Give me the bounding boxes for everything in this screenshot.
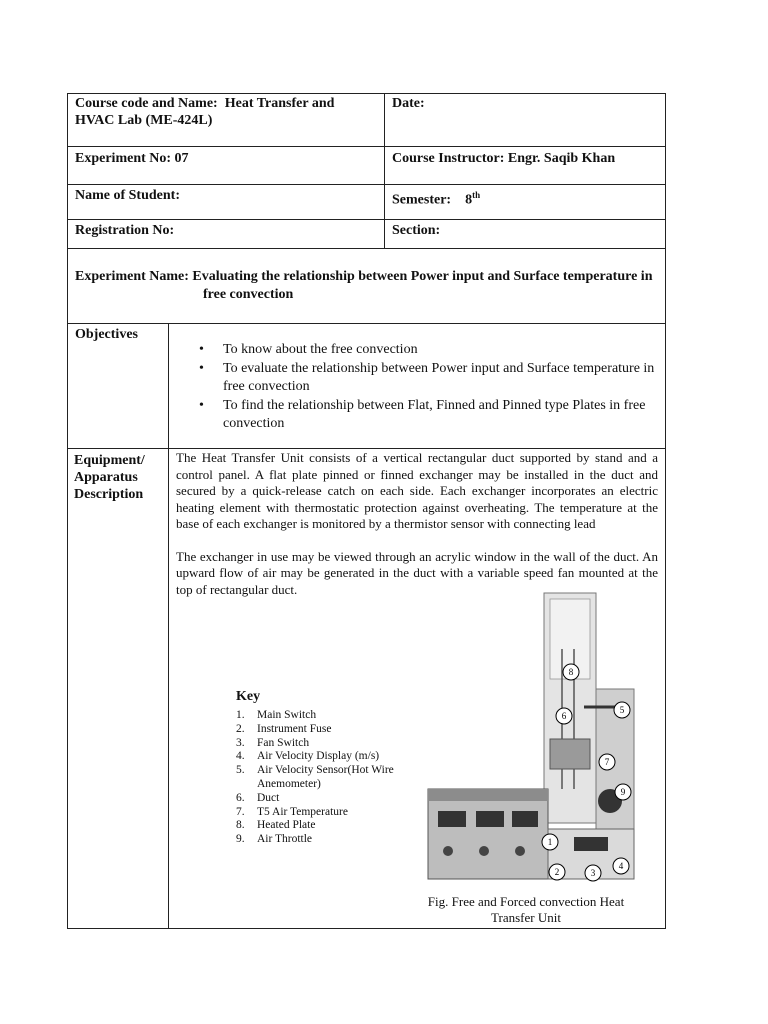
course-value: Heat Transfer and HVAC Lab (ME-424L) xyxy=(75,96,335,128)
figure-caption: Fig. Free and Forced convection Heat Transfer Unit xyxy=(427,894,625,925)
course-instructor: Course Instructor: Engr. Saqib Khan xyxy=(392,151,616,166)
objectives-content-cell xyxy=(169,324,666,449)
key-item: 7. T5 Air Temperature xyxy=(236,805,348,818)
equipment-paragraph-2: The exchanger in use may be viewed through an acrylic window in the wall of the duct. An upward flow of air may be generated in the duct with a variable speed fan mounted at the top of rectangular duct. xyxy=(176,548,658,597)
semester-suffix: th xyxy=(472,190,481,200)
objectives-list xyxy=(169,324,665,434)
student-name-label: Name of Student: xyxy=(75,188,180,203)
lab-sheet xyxy=(67,93,665,929)
heat-transfer-unit-photo xyxy=(424,589,638,885)
course-label: Course code and Name: xyxy=(75,96,218,111)
objective-item: • To evaluate the relationship between Power input and Surface temperature in free convection xyxy=(219,360,655,397)
objective-item: • To know about the free convection xyxy=(219,341,655,360)
key-item: 2. Instrument Fuse xyxy=(236,722,332,735)
section-cell[interactable] xyxy=(385,220,666,249)
callout-label: 4 xyxy=(618,861,624,871)
callout-label: 9 xyxy=(620,787,626,797)
semester-label: Semester: xyxy=(392,192,452,208)
objectives-label-cell xyxy=(68,324,169,449)
semester-value: 8 xyxy=(465,192,473,208)
equipment-content-cell xyxy=(169,449,666,929)
section-label: Section: xyxy=(392,223,441,238)
key-item: 9. Air Throttle xyxy=(236,833,313,846)
experiment-no: Experiment No: 07 xyxy=(75,151,189,166)
date-label: Date: xyxy=(392,96,425,111)
key-item: 5. Air Velocity Sensor(Hot Wire Anemometer) xyxy=(236,764,394,790)
callout-label: 7 xyxy=(604,757,610,767)
experiment-no-cell xyxy=(68,147,385,185)
experiment-name-line2: free convection xyxy=(203,287,294,302)
key-list xyxy=(236,709,396,847)
key-item: 4. Air Velocity Display (m/s) xyxy=(236,750,380,763)
key-item: 6. Duct xyxy=(236,791,280,804)
key-item: 3. Fan Switch xyxy=(236,736,310,749)
lab-form-table xyxy=(67,93,666,929)
student-name-cell[interactable] xyxy=(68,185,385,220)
experiment-name-line1: Evaluating the relationship between Power input and Surface temperature in xyxy=(192,269,653,284)
equipment-label-cell xyxy=(68,449,169,929)
course-cell xyxy=(68,94,385,147)
key-title: Key xyxy=(236,689,261,704)
date-cell[interactable] xyxy=(385,94,666,147)
callout-label: 2 xyxy=(554,867,560,877)
registration-label: Registration No: xyxy=(75,223,175,238)
key-item: 8. Heated Plate xyxy=(236,819,316,832)
callout-label: 8 xyxy=(568,667,574,677)
objectives-label: Objectives xyxy=(75,327,138,342)
registration-cell[interactable] xyxy=(68,220,385,249)
experiment-name-label: Experiment Name: xyxy=(75,269,189,284)
instructor-cell xyxy=(385,147,666,185)
equipment-paragraph-1: The Heat Transfer Unit consists of a vertical rectangular duct supported by stand and a control panel. A flat plate pinned or finned exchanger may be installed in the duct and secured by a quick-release catch on each side. Each exchanger incorporates an electric heating element with thermostatic protection against overheating. The temperature at the base of each exchanger is monitored by a thermistor sensor with connecting lead xyxy=(176,450,658,531)
callout-label: 3 xyxy=(590,868,596,878)
callout-label: 5 xyxy=(619,705,625,715)
objective-item: • To find the relationship between Flat, Finned and Pinned type Plates in free convection xyxy=(219,397,655,434)
experiment-name-cell xyxy=(68,249,666,324)
semester-cell xyxy=(385,185,666,220)
key-legend xyxy=(236,689,396,847)
equipment-label: Equipment/ Apparatus Description xyxy=(74,453,145,502)
callout-label: 1 xyxy=(547,837,553,847)
callout-label: 6 xyxy=(561,711,567,721)
key-item: 1. Main Switch xyxy=(236,709,317,721)
